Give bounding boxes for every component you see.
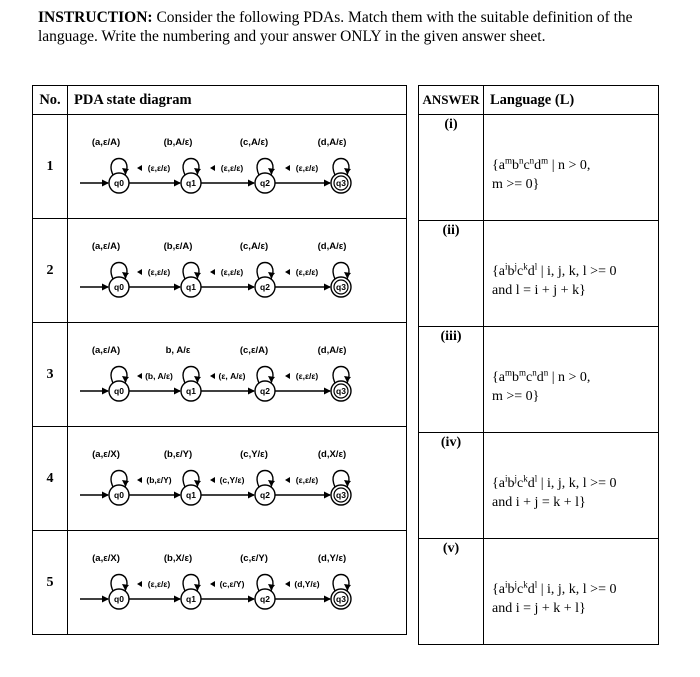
- transition-label: (ε,ε/ε): [220, 163, 244, 173]
- answer-row: [419, 221, 659, 327]
- state-label: q2: [260, 178, 270, 188]
- language-line-2: and l = i + j + k}: [492, 282, 586, 298]
- transition-label: (ε,ε/ε): [295, 267, 319, 277]
- language-line-1: {$a^mb^mc^nd^n$ | n > 0,: [492, 366, 591, 385]
- state-label: q3: [336, 386, 346, 396]
- state-label: q0: [114, 490, 124, 500]
- pda-row: [33, 531, 407, 635]
- language-line-2: and i = j + k + l}: [492, 600, 586, 616]
- loop-label: (b,ε/Y): [163, 449, 193, 460]
- answer-row: [419, 539, 659, 645]
- pda-diagram: [68, 115, 406, 218]
- loop-label: (c,Y/ε): [240, 449, 268, 460]
- loop-label: (a,ε/A): [91, 137, 121, 148]
- state-label: q3: [336, 282, 346, 292]
- row-number: 5: [33, 531, 68, 635]
- state-label: q3: [336, 594, 346, 604]
- header-answer: ANSWER: [419, 86, 484, 115]
- answer-label: (iii): [419, 327, 484, 433]
- pda-row: [33, 427, 407, 531]
- loop-label: (d,X/ε): [317, 449, 347, 460]
- transition-label: (b, A/ε): [145, 371, 173, 381]
- header-diagram: PDA state diagram: [68, 86, 407, 115]
- loop-label: (a,ε/X): [92, 553, 120, 564]
- language-line-1: {$a^ib^jc^kd^l$ | i, j, k, l >= 0: [492, 472, 617, 491]
- pda-diagram: [68, 531, 406, 634]
- transition-label: (ε,ε/ε): [147, 163, 171, 173]
- instruction-label: INSTRUCTION:: [38, 9, 153, 26]
- loop-label: (a,ε/A): [91, 241, 121, 252]
- state-label: q2: [260, 282, 270, 292]
- language-line-1: {$a^mb^nc^nd^m$ | n > 0,: [492, 154, 591, 173]
- state-label: q1: [186, 594, 196, 604]
- transition-label: (ε,ε/ε): [220, 267, 244, 277]
- transition-label: (ε,ε/ε): [147, 579, 171, 589]
- header-no: No.: [33, 86, 68, 115]
- loop-label: (c,ε/A): [239, 345, 269, 356]
- loop-label: (a,ε/X): [92, 449, 120, 460]
- loop-label: (c,A/ε): [239, 137, 269, 148]
- state-label: q1: [186, 490, 196, 500]
- loop-label: b, A/ε: [165, 345, 191, 356]
- transition-label: (ε,ε/ε): [295, 475, 319, 485]
- language-definition: [484, 221, 659, 327]
- answer-label: (i): [419, 115, 484, 221]
- loop-label: (a,ε/A): [91, 345, 121, 356]
- loop-label: (d,A/ε): [317, 345, 347, 356]
- state-label: q3: [336, 490, 346, 500]
- transition-label: (ε,ε/ε): [295, 163, 319, 173]
- loop-label: (d,Y/ε): [317, 553, 347, 564]
- state-label: q1: [186, 178, 196, 188]
- pda-row: [33, 115, 407, 219]
- transition-label: (ε, A/ε): [218, 371, 246, 381]
- loop-label: (b,X/ε): [163, 553, 193, 564]
- answer-label: (ii): [419, 221, 484, 327]
- instruction: [38, 8, 678, 46]
- transition-label: (b,ε/Y): [146, 475, 172, 485]
- loop-label: (d,A/ε): [317, 241, 347, 252]
- state-label: q3: [336, 178, 346, 188]
- answer-label: (v): [419, 539, 484, 645]
- state-label: q2: [260, 594, 270, 604]
- pda-diagram: [68, 323, 406, 426]
- state-label: q2: [260, 490, 270, 500]
- transition-label: (c,ε/Y): [219, 579, 245, 589]
- row-number: 1: [33, 115, 68, 219]
- loop-label: (c,A/ε): [239, 241, 269, 252]
- state-label: q1: [186, 386, 196, 396]
- answer-label: (iv): [419, 433, 484, 539]
- state-label: q0: [114, 282, 124, 292]
- loop-label: (d,A/ε): [317, 137, 347, 148]
- state-label: q0: [114, 386, 124, 396]
- language-line-1: {$a^ib^jc^kd^l$ | i, j, k, l >= 0: [492, 260, 617, 279]
- language-definition: [484, 115, 659, 221]
- state-label: q0: [114, 178, 124, 188]
- transition-label: (ε,ε/ε): [147, 267, 171, 277]
- answer-row: [419, 115, 659, 221]
- transition-label: (d,Y/ε): [294, 579, 320, 589]
- pda-row: [33, 323, 407, 427]
- pda-diagram: [68, 219, 406, 322]
- language-definition: [484, 539, 659, 645]
- loop-label: (b,A/ε): [163, 137, 193, 148]
- state-label: q0: [114, 594, 124, 604]
- language-line-2: and i + j = k + l}: [492, 494, 586, 510]
- pda-diagram: [68, 427, 406, 530]
- transition-label: (ε,ε/ε): [295, 371, 319, 381]
- loop-label: (c,ε/Y): [240, 553, 268, 564]
- header-language: Language (L): [484, 86, 659, 115]
- loop-label: (b,ε/A): [163, 241, 193, 252]
- language-definition: [484, 433, 659, 539]
- row-number: 4: [33, 427, 68, 531]
- answer-row: [419, 327, 659, 433]
- state-label: q2: [260, 386, 270, 396]
- answer-table: [418, 85, 659, 645]
- language-line-2: m >= 0}: [492, 388, 540, 404]
- pda-row: [33, 219, 407, 323]
- row-number: 2: [33, 219, 68, 323]
- transition-label: (c,Y/ε): [219, 475, 245, 485]
- answer-row: [419, 433, 659, 539]
- pda-table: [32, 85, 407, 635]
- instruction-text: Consider the following PDAs. Match them with the suitable definition of the language. Write the numbering and your answer ONLY in the given answer sheet.: [38, 9, 633, 45]
- language-definition: [484, 327, 659, 433]
- row-number: 3: [33, 323, 68, 427]
- state-label: q1: [186, 282, 196, 292]
- language-line-1: {$a^ib^jc^kd^l$ | i, j, k, l >= 0: [492, 578, 617, 597]
- language-line-2: m >= 0}: [492, 176, 540, 192]
